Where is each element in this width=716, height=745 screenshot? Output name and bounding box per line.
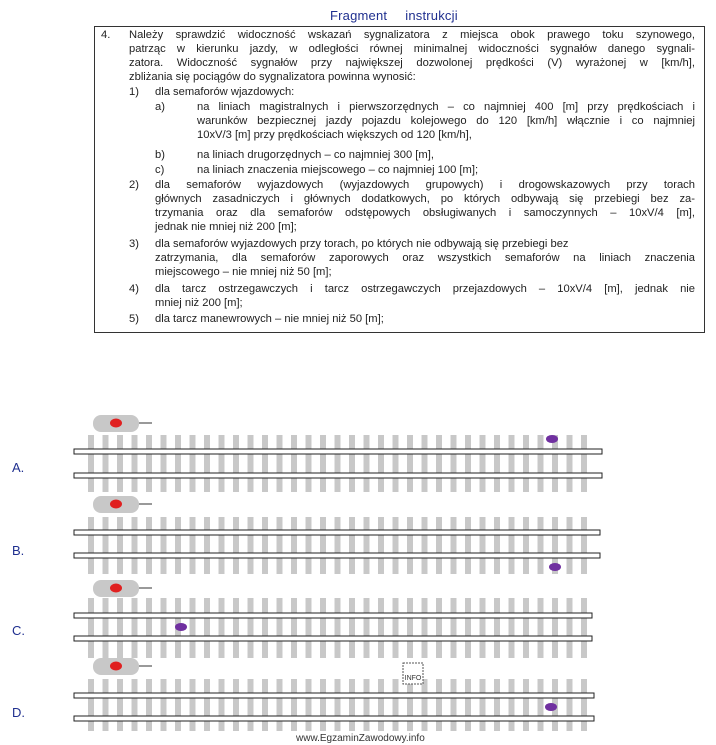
point-4-number: 4) (129, 283, 139, 295)
sleeper (320, 517, 326, 574)
person-marker-icon (545, 703, 557, 711)
sleeper (146, 679, 152, 731)
sleeper (335, 598, 341, 658)
sleeper (132, 598, 138, 658)
sleeper (132, 435, 138, 492)
sleeper (291, 679, 297, 731)
sleeper (103, 435, 109, 492)
rail-top (74, 693, 594, 698)
track-diagram-d[interactable] (0, 655, 716, 731)
sleeper (277, 598, 283, 658)
sleeper (407, 435, 413, 492)
sleeper (378, 435, 384, 492)
sleeper (175, 517, 181, 574)
sleeper (103, 517, 109, 574)
sleeper (306, 517, 312, 574)
sleeper (436, 435, 442, 492)
sleeper (190, 435, 196, 492)
sleepers (88, 679, 587, 731)
sleeper (277, 517, 283, 574)
sleeper (88, 598, 94, 658)
sleeper (248, 435, 254, 492)
sleeper (509, 598, 515, 658)
sleeper (117, 435, 123, 492)
sleeper (219, 435, 225, 492)
point-1a-line-1: na liniach magistralnych i pierwszorzędnych – co najmniej 400 [m] przy prędkościach i (197, 101, 695, 113)
sleeper (88, 435, 94, 492)
point-1c-text: na liniach znaczenia miejscowego – co najmniej 100 [m]; (197, 164, 479, 176)
sleeper (349, 679, 355, 731)
sleeper (146, 435, 152, 492)
point-1-text: dla semaforów wjazdowych: (155, 86, 295, 98)
sleeper (320, 679, 326, 731)
sleeper (204, 435, 210, 492)
sleepers (88, 435, 587, 492)
sleeper (161, 517, 167, 574)
sleeper (204, 517, 210, 574)
sleeper (248, 679, 254, 731)
sleeper (451, 598, 457, 658)
sleeper (480, 435, 486, 492)
rail-bottom (74, 473, 602, 478)
point-4-line-2: mniej niż 200 [m]; (155, 297, 243, 309)
sleeper (291, 517, 297, 574)
sleeper (480, 679, 486, 731)
track-diagram-b[interactable] (0, 492, 716, 574)
sleeper (219, 598, 225, 658)
sleeper (393, 679, 399, 731)
rail-top (74, 449, 602, 454)
sleeper (219, 679, 225, 731)
sleeper (132, 679, 138, 731)
point-2-line-2: głównych zasadniczych i głównych dodatkowych, po których odbywają się przebiegi bez za- (155, 193, 695, 205)
sleeper (451, 517, 457, 574)
rail-top (74, 530, 600, 535)
sleeper (509, 435, 515, 492)
sleeper (103, 598, 109, 658)
sleeper (538, 679, 544, 731)
sleeper (436, 598, 442, 658)
point-1a-line-2: warunków bezpiecznej jazdy pojazdu kolejowego do 120 [km/h] włącznie i co najmniej (197, 115, 695, 127)
point-1b-text: na liniach drugorzędnych – co najmniej 300 [m], (197, 149, 434, 161)
sleeper (523, 435, 529, 492)
intro-line-4: zbliżania się pociągów do sygnalizatora powinna wynosić: (129, 71, 416, 83)
caption-word-1: Fragment (330, 8, 388, 23)
point-5-text: dla tarcz manewrowych – nie mniej niż 50 [m]; (155, 313, 384, 325)
sleeper (291, 435, 297, 492)
sleeper (393, 517, 399, 574)
watermark-logo-icon (403, 663, 423, 684)
sleeper (248, 517, 254, 574)
sleeper (364, 435, 370, 492)
rail-bottom (74, 716, 594, 721)
instruction-fragment-box (94, 26, 705, 333)
sleeper (509, 679, 515, 731)
person-marker-icon (175, 623, 187, 631)
sleeper (436, 517, 442, 574)
sleeper (161, 679, 167, 731)
sleeper (349, 598, 355, 658)
item-number: 4. (101, 29, 111, 41)
sleeper (364, 679, 370, 731)
sleeper (451, 679, 457, 731)
sleeper (190, 517, 196, 574)
sleeper (262, 679, 268, 731)
point-2-line-4: jednak nie mniej niż 200 [m]; (155, 221, 297, 233)
sleeper (306, 598, 312, 658)
sleeper (306, 679, 312, 731)
point-2-number: 2) (129, 179, 139, 191)
sleeper (407, 679, 413, 731)
sleeper (465, 435, 471, 492)
intro-line-2: patrząc w kierunku jazdy, w odległości równej minimalnej widoczności sygnałów danego sygnali- (129, 43, 695, 55)
sleeper (291, 598, 297, 658)
signal-icon (93, 415, 152, 432)
sleeper (204, 598, 210, 658)
figure-caption (330, 8, 458, 23)
sleeper (407, 517, 413, 574)
sleeper (306, 435, 312, 492)
sleeper (581, 679, 587, 731)
sleeper (132, 517, 138, 574)
track-diagram-a[interactable] (0, 410, 716, 492)
sleeper (88, 517, 94, 574)
sleeper (523, 598, 529, 658)
sleeper (320, 435, 326, 492)
sleeper (190, 598, 196, 658)
sleeper (552, 435, 558, 492)
sleeper (494, 517, 500, 574)
sleeper (465, 517, 471, 574)
point-5-number: 5) (129, 313, 139, 325)
point-3-line-1: dla semaforów wyjazdowych przy torach, po których nie odbywają się przebiegi bez (155, 238, 569, 250)
sleeper (262, 517, 268, 574)
sleeper (581, 598, 587, 658)
sleeper (364, 598, 370, 658)
sleeper (538, 517, 544, 574)
sleeper (581, 435, 587, 492)
sleeper (378, 517, 384, 574)
point-3-line-3: miejscowego – nie mniej niż 50 [m]; (155, 266, 332, 278)
sleeper (567, 598, 573, 658)
sleeper (422, 517, 428, 574)
sleeper (161, 598, 167, 658)
sleeper (117, 598, 123, 658)
sleeper (422, 679, 428, 731)
sleeper (204, 679, 210, 731)
sleeper (349, 435, 355, 492)
sleeper (88, 679, 94, 731)
sleeper (480, 598, 486, 658)
signal-icon (93, 658, 152, 675)
sleeper (567, 679, 573, 731)
sleeper (422, 598, 428, 658)
sleeper (538, 598, 544, 658)
sleeper (523, 679, 529, 731)
point-2-line-1: dla semaforów wyjazdowych (wyjazdowych grupowych) i drogowskazowych przy torach (155, 179, 695, 191)
rail-bottom (74, 553, 600, 558)
sleeper (117, 679, 123, 731)
person-marker-icon (546, 435, 558, 443)
intro-line-1: Należy sprawdzić widoczność wskazań sygnalizatora z miejsca obok prawego toku szynowego, (129, 29, 695, 41)
sleeper (378, 598, 384, 658)
sleeper (494, 435, 500, 492)
point-3-line-2: zatrzymania, dla semaforów zaporowych oraz wszystkich semaforów na liniach znaczenia (155, 252, 695, 264)
rail-bottom (74, 636, 592, 641)
point-3-number: 3) (129, 238, 139, 250)
footer-url: www.EgzaminZawodowy.info (296, 733, 425, 744)
sleeper (262, 598, 268, 658)
person-marker-icon (549, 563, 561, 571)
option-d-label[interactable]: D. (12, 705, 25, 720)
point-1b-letter: b) (155, 149, 165, 161)
sleeper (552, 598, 558, 658)
sleeper (219, 517, 225, 574)
sleeper (465, 598, 471, 658)
sleeper (538, 435, 544, 492)
sleepers (88, 598, 587, 658)
sleeper (393, 598, 399, 658)
sleeper (233, 517, 239, 574)
point-2-line-3: trzymania oraz dla semaforów odstępowych obsługiwanych i samoczynnych – 10xV/4 [m], (155, 207, 695, 219)
sleeper (335, 517, 341, 574)
sleeper (480, 517, 486, 574)
sleeper (523, 517, 529, 574)
point-1a-letter: a) (155, 101, 165, 113)
sleeper (393, 435, 399, 492)
caption-word-2: instrukcji (405, 8, 458, 23)
sleeper (190, 679, 196, 731)
sleeper (407, 598, 413, 658)
sleeper (175, 435, 181, 492)
sleeper (567, 517, 573, 574)
option-c-label[interactable]: C. (12, 623, 25, 638)
sleeper (465, 679, 471, 731)
sleeper (581, 517, 587, 574)
point-4-line-1: dla tarcz ostrzegawczych i tarcz ostrzegawczych przejazdowych – 10xV/4 [m], jednak nie (155, 283, 695, 295)
signal-icon (93, 580, 152, 597)
watermark-text: INFO (404, 675, 422, 682)
sleeper (364, 517, 370, 574)
point-1a-line-3: 10xV/3 [m] przy prędkościach większych od 120 [km/h], (197, 129, 472, 141)
sleeper (567, 435, 573, 492)
sleeper (233, 679, 239, 731)
sleeper (451, 435, 457, 492)
sleeper (349, 517, 355, 574)
track-diagram-c[interactable] (0, 573, 716, 659)
intro-line-3: zatora. Widoczność sygnałów przy największej dozwolonej prędkości (V) wyrażonej w [km/h], (129, 57, 695, 69)
signal-icon (93, 496, 152, 513)
sleeper (103, 679, 109, 731)
sleeper (233, 598, 239, 658)
sleeper (335, 679, 341, 731)
option-a-label[interactable]: A. (12, 460, 25, 475)
sleeper (146, 598, 152, 658)
rail-top (74, 613, 592, 618)
sleeper (436, 679, 442, 731)
sleeper (494, 679, 500, 731)
sleeper (320, 598, 326, 658)
sleeper (117, 517, 123, 574)
sleeper (509, 517, 515, 574)
sleeper (262, 435, 268, 492)
sleeper (233, 435, 239, 492)
point-1-number: 1) (129, 86, 139, 98)
sleeper (335, 435, 341, 492)
sleeper (248, 598, 254, 658)
sleepers (88, 517, 587, 574)
sleeper (146, 517, 152, 574)
sleeper (175, 679, 181, 731)
sleeper (277, 435, 283, 492)
sleeper (422, 435, 428, 492)
sleeper (378, 679, 384, 731)
point-1c-letter: c) (155, 164, 165, 176)
sleeper (277, 679, 283, 731)
sleeper (494, 598, 500, 658)
sleeper (161, 435, 167, 492)
option-b-label[interactable]: B. (12, 543, 25, 558)
